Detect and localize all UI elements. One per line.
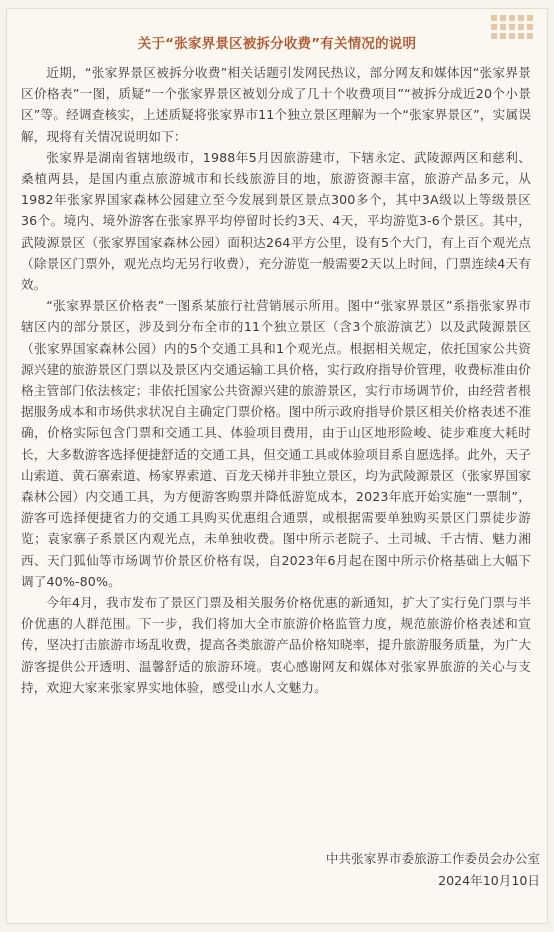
signature-block (326, 848, 540, 892)
document-title: 关于“张家界景区被拆分收费”有关情况的说明 (137, 36, 417, 52)
paragraph: 今年4月，我市发布了景区门票及相关服务价格优惠的新通知，扩大了实行免门票与半价优惠的人群范围。下一步，我们将加大全市旅游价格监管力度，规范旅游价格表述和宣传，坚决打击旅游市场乱收费，提高各类旅游产品价格知晓率，提升旅游服务质量，为广大游客提供公开透明、温馨舒适的旅游环境。衷心感谢网友和媒体对张家界旅游的关心与支持，欢迎大家来张家界实地体验，感受山水人文魅力。 (21, 595, 531, 695)
signature-date: 2024年10月10日 (438, 873, 540, 888)
paragraph: 张家界是湖南省辖地级市，1988年5月因旅游建市，下辖永定、武陵源两区和慈利、桑植两县，是国内重点旅游城市和长线旅游目的地，旅游资源丰富，旅游产品多元，从1982年张家界国家森林公园建立至今发展到景区景点300多个，其中3A级以上等级景区36个。境内、境外游客在张家界平均停留时长约3天、4天，平均游览3-6个景区。其中，武陵源景区（张家界国家森林公园）面积达264平方公里，设有5个大门，有上百个观光点（除景区门票外，观光点均无另行收费），充分游览一般需要2天以上时间，门票连续4天有效。 (21, 149, 531, 293)
paragraph: “张家界景区价格表”一图系某旅行社营销展示所用。图中“张家界景区”系指张家界市辖区内的部分景区，涉及到分布全市的11个独立景区（含3个旅游演艺）以及武陵源景区（张家界国家森林公园）内的5个交通工具和1个观光点。根据相关规定，依托国家公共资源兴建的旅游景区门票以及景区内交通运输工具价格，实行政府指导价管理，收费标准由价格主管部门依法核定；非依托国家公共资源兴建的旅游景区，实行市场调节价，由经营者根据服务成本和市场供求状况自主确定门票价格。图中所示政府指导价景区相关价格表述不准确，价格实际包含门票和交通工具、体验项目费用，由于山区地形险峻、徒步难度大耗时长，大多数游客选择便捷舒适的交通工具，但交通工具或体验项目系自愿选择。此外，天子山索道、黄石寨索道、杨家界索道、百龙天梯并非独立景区，均为武陵源景区（张家界国家森林公园）内交通工具，为方便游客购票并降低游览成本，2023年底开始实施“一票制”，游客可选择便捷省力的交通工具购买优惠组合通票，或根据需要单独购买景区门票徒步游览；袁家寨子系景区内观光点，未单独收费。图中所示老院子、土司城、千古情、魅力湘西、天门狐仙等市场调节价景区价格有误，自2023年6月起在图中所示价格基础上大幅下调了40%-80%。 (21, 298, 531, 589)
signature-org: 中共张家界市委旅游工作委员会办公室 (325, 851, 540, 866)
paragraph: 近期，“张家界景区被拆分收费”相关话题引发网民热议，部分网友和媒体因“张家界景区价格表”一图，质疑“一个张家界景区被划分成了几十个收费项目”“被拆分成近20个小景区”等。经调查核实，上述质疑将张家界市11个独立景区理解为一个“张家界景区”，实属误解，现将有关情况说明如下： (21, 65, 531, 144)
document-body (21, 62, 531, 698)
